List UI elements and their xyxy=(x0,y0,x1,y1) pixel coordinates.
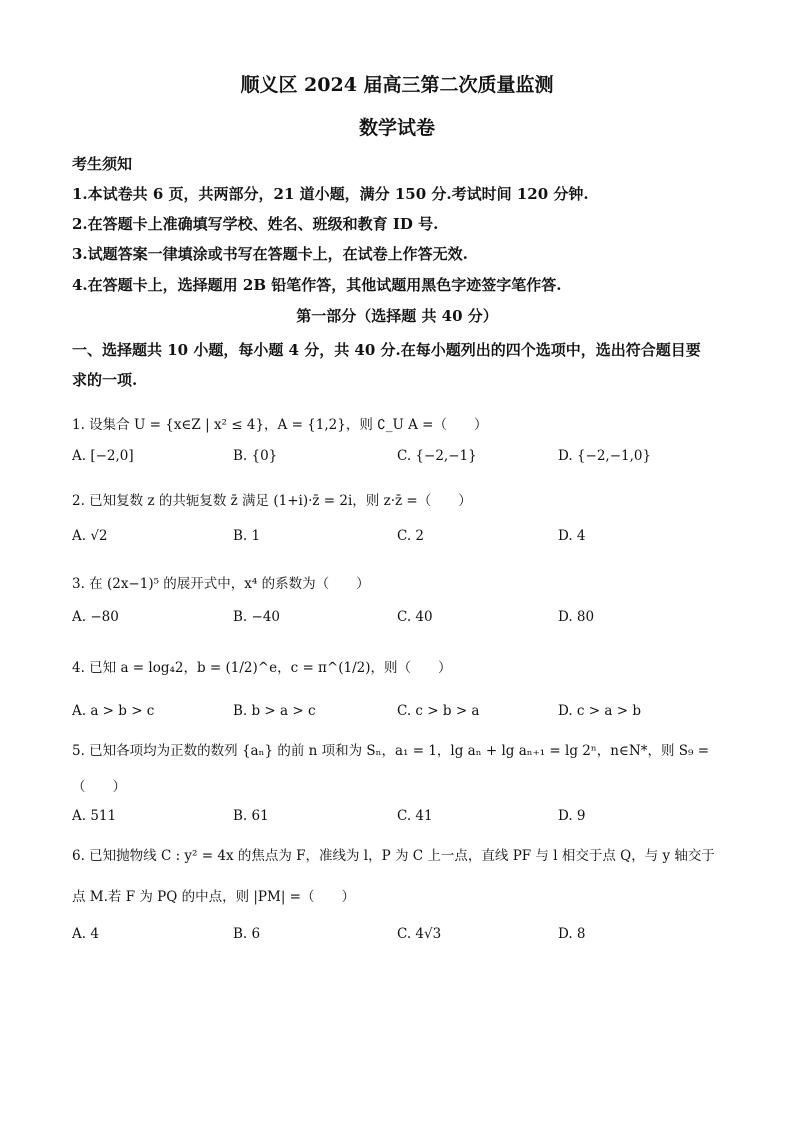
question-6-stem-cont: 点 M.若 F 为 PQ 的中点，则 |PM| =（ ） xyxy=(72,889,355,905)
question-6-option-a: A. 4 xyxy=(72,926,99,942)
question-4-option-c: C. c > b > a xyxy=(397,703,480,719)
question-3-option-c: C. 40 xyxy=(397,609,433,625)
question-2-option-b: B. 1 xyxy=(233,528,261,544)
question-4-stem: 4. 已知 a = log₄2，b = (1/2)^e，c = π^(1/2)，则（ ） xyxy=(72,660,452,676)
question-1-option-c: C. {−2,−1} xyxy=(397,448,477,464)
question-2-stem: 2. 已知复数 z 的共轭复数 z̄ 满足 (1+i)·z̄ = 2i，则 z·z̄ =（ ） xyxy=(72,493,472,509)
question-1-option-d: D. {−2,−1,0} xyxy=(558,448,652,464)
notice-heading: 考生须知 xyxy=(72,155,133,173)
question-3-option-d: D. 80 xyxy=(558,609,595,625)
question-1-option-b: B. {0} xyxy=(233,448,278,464)
question-3-option-a: A. −80 xyxy=(72,609,119,625)
question-5-option-d: D. 9 xyxy=(558,808,586,824)
question-5-option-c: C. 41 xyxy=(397,808,433,824)
notice-item: 3.试题答案一律填涂或书写在答题卡上，在试卷上作答无效. xyxy=(72,245,468,263)
page-subtitle: 数学试卷 xyxy=(358,117,435,139)
question-4-option-a: A. a > b > c xyxy=(72,703,155,719)
question-6-option-c: C. 4√3 xyxy=(397,926,442,942)
question-5-stem-cont: （ ） xyxy=(72,779,126,795)
question-1-stem: 1. 设集合 U = {x∈Z | x² ≤ 4}，A = {1,2}，则 ∁_U A =（ ） xyxy=(72,417,488,433)
question-2-option-d: D. 4 xyxy=(558,528,586,544)
question-5-stem: 5. 已知各项均为正数的数列 {aₙ} 的前 n 项和为 Sₙ，a₁ = 1，lg aₙ + lg aₙ₊₁ = lg 2ⁿ，n∈N*，则 S₉ = xyxy=(72,743,710,759)
question-6-option-d: D. 8 xyxy=(558,926,586,942)
question-3-option-b: B. −40 xyxy=(233,609,280,625)
page-title: 顺义区 2024 届高三第二次质量监测 xyxy=(240,74,554,96)
question-4-option-b: B. b > a > c xyxy=(233,703,316,719)
part1-instruction: 一、选择题共 10 小题，每小题 4 分，共 40 分.在每小题列出的四个选项中，选出符合题目要 xyxy=(72,341,701,359)
part1-heading: 第一部分（选择题 共 40 分） xyxy=(296,307,498,325)
question-2-option-c: C. 2 xyxy=(397,528,425,544)
question-5-option-a: A. 511 xyxy=(72,808,117,824)
question-5-option-b: B. 61 xyxy=(233,808,269,824)
notice-item: 4.在答题卡上，选择题用 2B 铅笔作答，其他试题用黑色字迹签字笔作答. xyxy=(72,276,562,294)
part1-instruction-cont: 求的一项. xyxy=(72,371,138,389)
notice-item: 2.在答题卡上准确填写学校、姓名、班级和教育 ID 号. xyxy=(72,215,439,233)
question-1-option-a: A. [−2,0] xyxy=(72,448,134,464)
question-4-option-d: D. c > a > b xyxy=(558,703,641,719)
notice-item: 1.本试卷共 6 页，共两部分，21 道小题，满分 150 分.考试时间 120 分钟. xyxy=(72,185,589,203)
question-2-option-a: A. √2 xyxy=(72,528,108,544)
question-6-option-b: B. 6 xyxy=(233,926,261,942)
question-3-stem: 3. 在 (2x−1)⁵ 的展开式中，x⁴ 的系数为（ ） xyxy=(72,576,370,592)
question-6-stem: 6. 已知抛物线 C : y² = 4x 的焦点为 F，准线为 l，P 为 C 上一点，直线 PF 与 l 相交于点 Q，与 y 轴交于 xyxy=(72,848,715,864)
